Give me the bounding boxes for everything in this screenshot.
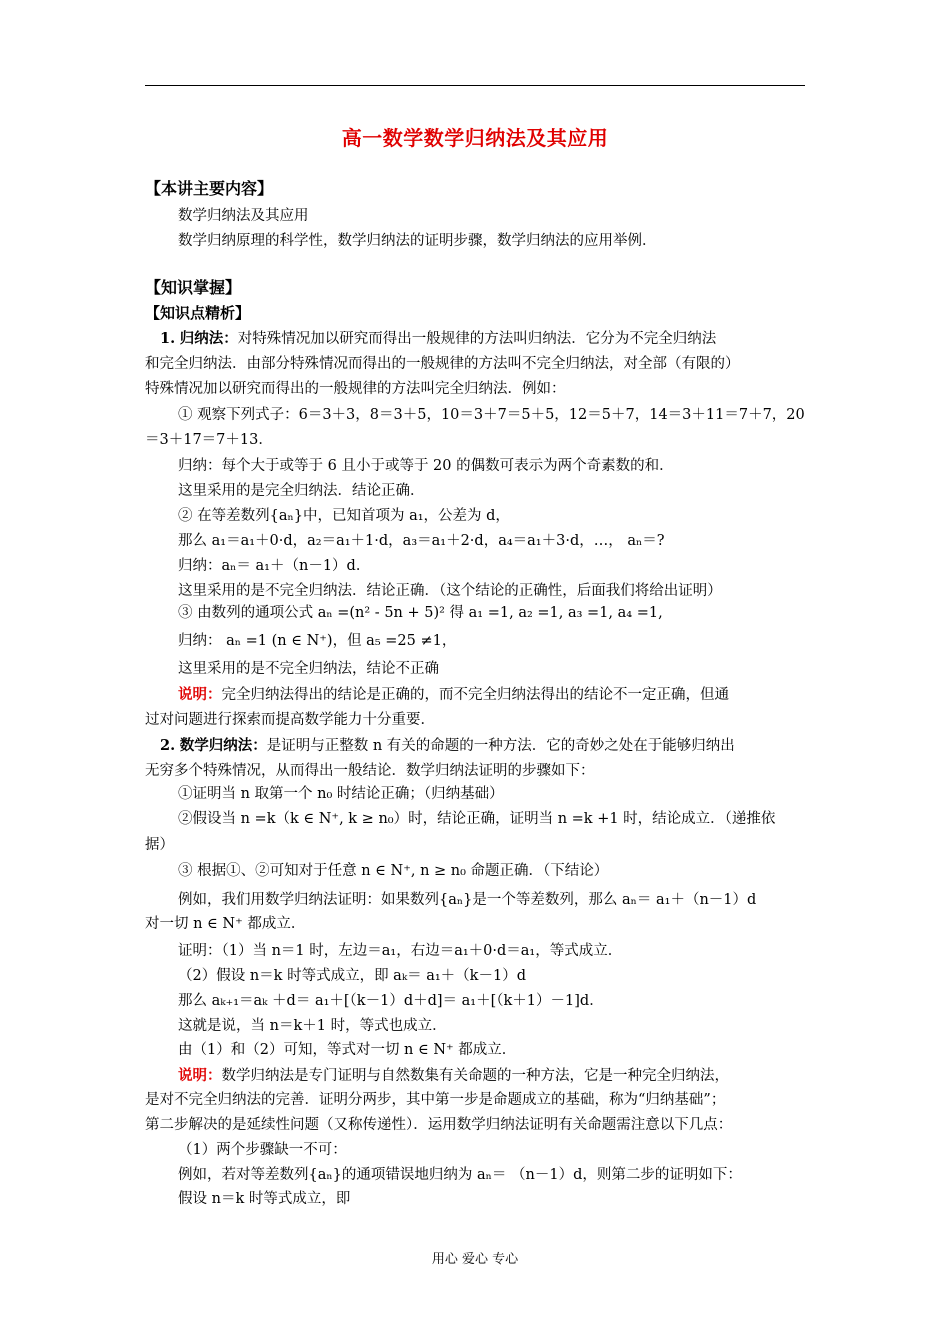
note-2-line-4: （1）两个步骤缺一不可： (178, 1142, 347, 1158)
induction-term: 归纳法： (179, 330, 238, 347)
note-text: 数学归纳法是专门证明与自然数集有关命题的一种方法，它是一种完全归纳法， (221, 1068, 729, 1084)
note-2-line-5: 例如，若对等差数列{aₙ}的通项错误地归纳为 aₙ＝ （n－1）d，则第二步的证明如下： (178, 1167, 742, 1183)
induction-paragraph-line-1 (160, 330, 716, 348)
note-2-line-3: 第二步解决的是延续性问题（又称传递性）．运用数学归纳法证明有关命题需注意以下几点： (145, 1117, 733, 1133)
induction-paragraph-line-3: 特殊情况加以研究而得出的一般规律的方法叫完全归纳法．例如： (145, 381, 566, 397)
mastery-heading: 【知识掌握】 (145, 278, 242, 297)
induction-text: 对特殊情况加以研究而得出一般规律的方法叫归纳法．它分为不完全归纳法 (237, 331, 717, 347)
page-footer: 用心 爱心 专心 (431, 1252, 519, 1267)
note-2-line-6: 假设 n＝k 时等式成立，即 (178, 1191, 351, 1207)
note-label: 说明： (178, 686, 222, 703)
main-content-heading: 【本讲主要内容】 (145, 179, 274, 198)
item-number: 2. (160, 737, 176, 754)
math-induction-line-2: 无穷多个特殊情况，从而得出一般结论．数学归纳法证明的步骤如下： (145, 763, 595, 779)
step-1: ①证明当 n 取第一个 n₀ 时结论正确；（归纳基础） (178, 786, 504, 802)
note-2-line-2: 是对不完全归纳法的完善．证明分两步，其中第一步是命题成立的基础，称为“归纳基础”； (145, 1092, 726, 1108)
main-content-line-1: 数学归纳法及其应用 (178, 208, 309, 224)
header-rule (145, 85, 805, 86)
step-3: ③ 根据①、②可知对于任意 n ∈ N⁺, n ≥ n₀ 命题正确．（下结论） (178, 863, 609, 879)
analysis-heading: 【知识点精析】 (145, 304, 251, 322)
example-1-line-1: ① 观察下列式子：6＝3＋3，8＝3＋5，10＝3＋7＝5＋5，12＝5＋7，14＝3＋11＝7＋7，20 (178, 407, 805, 423)
note-text: 完全归纳法得出的结论是正确的，而不完全归纳法得出的结论不一定正确，但通 (221, 687, 729, 703)
proof-step-3: 那么 aₖ₊₁＝aₖ ＋d＝ a₁＋[（k－1）d＋d]＝ a₁＋[（k＋1）－1]d． (178, 993, 604, 1009)
step-2-line-1: ②假设当 n =k（k ∈ N⁺, k ≥ n₀）时，结论正确，证明当 n =k +1 时，结论成立．（递推依 (178, 811, 776, 827)
example-3-line-2: 归纳： aₙ =1 (n ∈ N⁺)，但 a₅ =25 ≠1， (178, 633, 457, 649)
example-1-line-2: ＝3＋17＝7＋13． (145, 432, 273, 448)
proof-step-4: 这就是说，当 n＝k＋1 时，等式也成立． (178, 1018, 447, 1034)
proof-step-2: （2）假设 n＝k 时等式成立，即 aₖ＝ a₁＋（k－1）d (178, 968, 526, 984)
example-2-line-3: 归纳：aₙ＝ a₁＋（n－1）d． (178, 558, 371, 574)
proof-step-1: 证明：（1）当 n＝1 时，左边＝a₁，右边＝a₁＋0·d＝a₁，等式成立． (178, 943, 623, 959)
math-induction-line-1 (160, 737, 735, 755)
proof-step-5: 由（1）和（2）可知，等式对一切 n ∈ N⁺ 都成立． (178, 1042, 517, 1058)
item-number: 1. (160, 330, 176, 347)
example-proof-line-2: 对一切 n ∈ N⁺ 都成立． (145, 916, 306, 932)
note-1-line-2: 过对问题进行探索而提高数学能力十分重要． (145, 712, 435, 728)
example-2-line-1: ② 在等差数列{aₙ}中，已知首项为 a₁，公差为 d， (178, 508, 510, 524)
note-2-line-1 (178, 1067, 729, 1085)
page-title: 高一数学数学归纳法及其应用 (341, 126, 609, 150)
example-3-line-3: 这里采用的是不完全归纳法，结论不正确 (178, 661, 439, 677)
induction-paragraph-line-2: 和完全归纳法．由部分特殊情况而得出的一般规律的方法叫不完全归纳法，对全部（有限的） (145, 356, 740, 372)
step-2-line-2: 据） (145, 837, 174, 853)
example-2-line-4: 这里采用的是不完全归纳法．结论正确．（这个结论的正确性，后面我们将给出证明） (178, 583, 722, 599)
example-1-line-4: 这里采用的是完全归纳法．结论正确． (178, 483, 425, 499)
note-label: 说明： (178, 1067, 222, 1084)
note-1-line-1 (178, 686, 729, 704)
main-content-line-2: 数学归纳原理的科学性，数学归纳法的证明步骤，数学归纳法的应用举例． (178, 233, 657, 249)
example-3-line-1: ③ 由数列的通项公式 aₙ =(n² - 5n + 5)² 得 a₁ =1, a₂ =1, a₃ =1, a₄ =1, (178, 605, 663, 621)
math-induction-term: 数学归纳法： (179, 737, 267, 754)
math-induction-text: 是证明与正整数 n 有关的命题的一种方法．它的奇妙之处在于能够归纳出 (266, 738, 735, 754)
example-2-line-2: 那么 a₁＝a₁＋0·d，a₂＝a₁＋1·d，a₃＝a₁＋2·d，a₄＝a₁＋3·d，…， aₙ＝? (178, 533, 665, 549)
example-1-line-3: 归纳：每个大于或等于 6 且小于或等于 20 的偶数可表示为两个奇素数的和． (178, 458, 674, 474)
example-proof-line-1: 例如，我们用数学归纳法证明：如果数列{aₙ}是一个等差数列，那么 aₙ＝ a₁＋（n－1）d (178, 892, 757, 908)
